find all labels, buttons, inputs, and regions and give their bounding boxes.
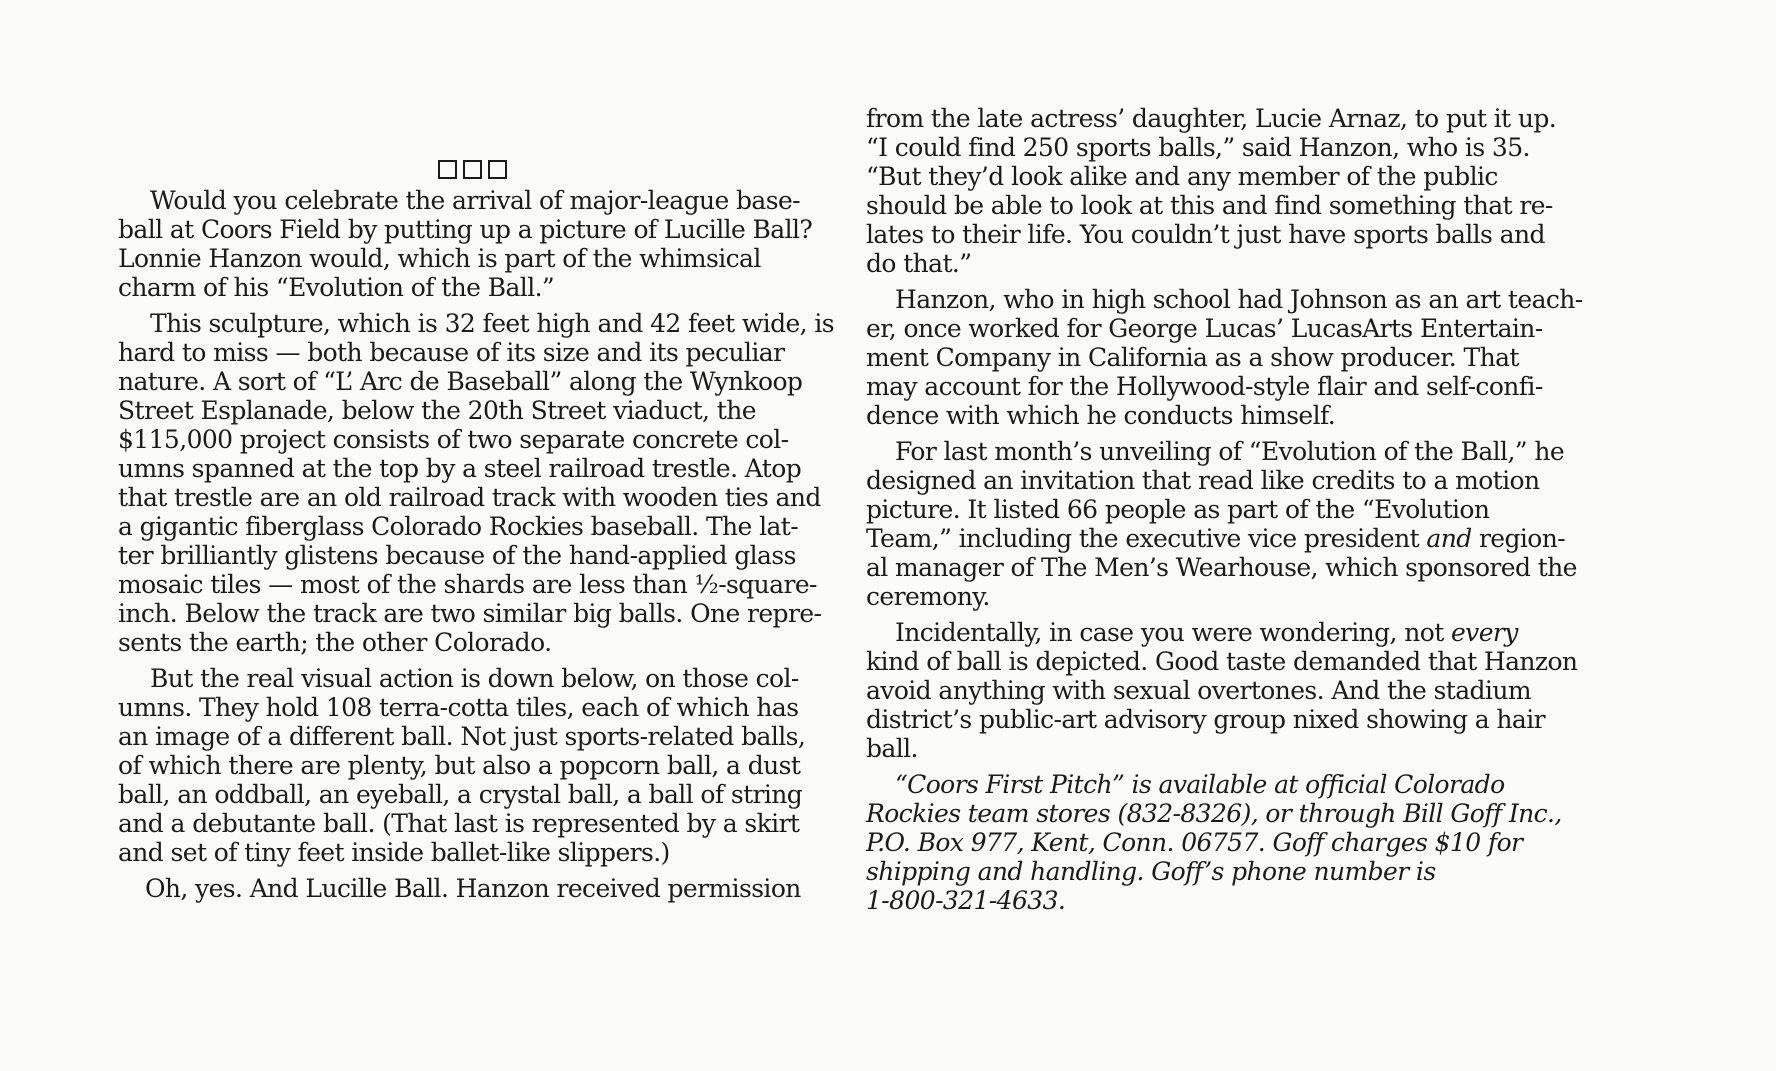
text-line: umns. They hold 108 terra-cotta tiles, each of which has	[118, 693, 799, 722]
text-line: designed an invitation that read like credits to a motion	[866, 466, 1540, 495]
text-line: of which there are plenty, but also a popcorn ball, a dust	[118, 751, 801, 780]
text-line: avoid anything with sexual overtones. And the stadium	[866, 676, 1531, 705]
text-line: lates to their life. You couldn’t just have sports balls and	[866, 220, 1545, 249]
text-line: Lonnie Hanzon would, which is part of the whimsical	[118, 244, 761, 273]
text-line: and set of tiny feet inside ballet-like slippers.)	[118, 838, 670, 867]
italic-note-line: shipping and handling. Goff’s phone number is	[866, 857, 1436, 886]
text-line: ceremony.	[866, 582, 990, 611]
text-line: “But they’d look alike and any member of the public	[866, 162, 1498, 191]
text-line: Street Esplanade, below the 20th Street viaduct, the	[118, 396, 756, 425]
text-line: ball.	[866, 734, 918, 763]
text-line: ter brilliantly glistens because of the hand-applied glass	[118, 541, 796, 570]
separator-box-icon	[463, 160, 482, 179]
text-line: charm of his “Evolution of the Ball.”	[118, 273, 555, 302]
text-line: may account for the Hollywood-style flair and self-confi-	[866, 372, 1543, 401]
text-line: This sculpture, which is 32 feet high and 42 feet wide, is	[150, 309, 834, 338]
text-segment: Team,” including the executive vice president	[866, 524, 1427, 553]
text-line: umns spanned at the top by a steel railroad trestle. Atop	[118, 454, 802, 483]
emphasis-text: and	[1426, 524, 1472, 553]
text-segment: region-	[1471, 524, 1566, 553]
text-line: that trestle are an old railroad track with wooden ties and	[118, 483, 821, 512]
text-line: a gigantic fiberglass Colorado Rockies baseball. The lat-	[118, 512, 799, 541]
text-line: er, once worked for George Lucas’ LucasArts Entertain-	[866, 314, 1543, 343]
text-line: al manager of The Men’s Wearhouse, which sponsored the	[866, 553, 1577, 582]
emphasis-text: every	[1450, 618, 1518, 647]
text-line: from the late actress’ daughter, Lucie Arnaz, to put it up.	[866, 104, 1557, 133]
italic-note-line: 1-800-321-4633.	[866, 886, 1066, 915]
text-line: an image of a different ball. Not just sports-related balls,	[118, 722, 806, 751]
text-line: $115,000 project consists of two separate concrete col-	[118, 425, 789, 454]
text-line: “I could find 250 sports balls,” said Hanzon, who is 35.	[866, 133, 1530, 162]
separator-box-icon	[438, 160, 457, 179]
text-line: dence with which he conducts himself.	[866, 401, 1336, 430]
text-line: should be able to look at this and find something that re-	[866, 191, 1553, 220]
text-line	[895, 618, 1518, 648]
text-line: Oh, yes. And Lucille Ball. Hanzon received permission	[145, 874, 801, 903]
text-line	[866, 524, 1565, 554]
text-line: and a debutante ball. (That last is represented by a skirt	[118, 809, 800, 838]
text-line: picture. It listed 66 people as part of the “Evolution	[866, 495, 1490, 524]
text-line: ment Company in California as a show producer. That	[866, 343, 1519, 372]
text-line: For last month’s unveiling of “Evolution of the Ball,” he	[895, 437, 1565, 466]
text-line: kind of ball is depicted. Good taste demanded that Hanzon	[866, 647, 1578, 676]
italic-note-line: P.O. Box 977, Kent, Conn. 06757. Goff charges $10 for	[866, 828, 1523, 857]
text-line: do that.”	[866, 249, 972, 278]
text-line: Hanzon, who in high school had Johnson as an art teach-	[895, 285, 1583, 314]
text-line: hard to miss — both because of its size and its peculiar	[118, 338, 785, 367]
text-line: mosaic tiles — most of the shards are less than ½-square-	[118, 570, 817, 599]
text-line: ball at Coors Field by putting up a picture of Lucille Ball?	[118, 215, 813, 244]
section-separator	[438, 160, 507, 179]
text-line: Would you celebrate the arrival of major-league base-	[150, 186, 800, 215]
text-line: district’s public-art advisory group nixed showing a hair	[866, 705, 1545, 734]
italic-note-line: Rockies team stores (832-8326), or through Bill Goff Inc.,	[866, 799, 1562, 828]
text-line: inch. Below the track are two similar big balls. One repre-	[118, 599, 822, 628]
text-line: sents the earth; the other Colorado.	[118, 628, 552, 657]
text-line: But the real visual action is down below, on those col-	[150, 664, 799, 693]
separator-box-icon	[488, 160, 507, 179]
italic-note-line: “Coors First Pitch” is available at official Colorado	[895, 770, 1505, 799]
text-line: nature. A sort of “L’ Arc de Baseball” along the Wynkoop	[118, 367, 803, 396]
text-segment: Incidentally, in case you were wondering, not	[895, 618, 1451, 647]
text-line: ball, an oddball, an eyeball, a crystal ball, a ball of string	[118, 780, 803, 809]
